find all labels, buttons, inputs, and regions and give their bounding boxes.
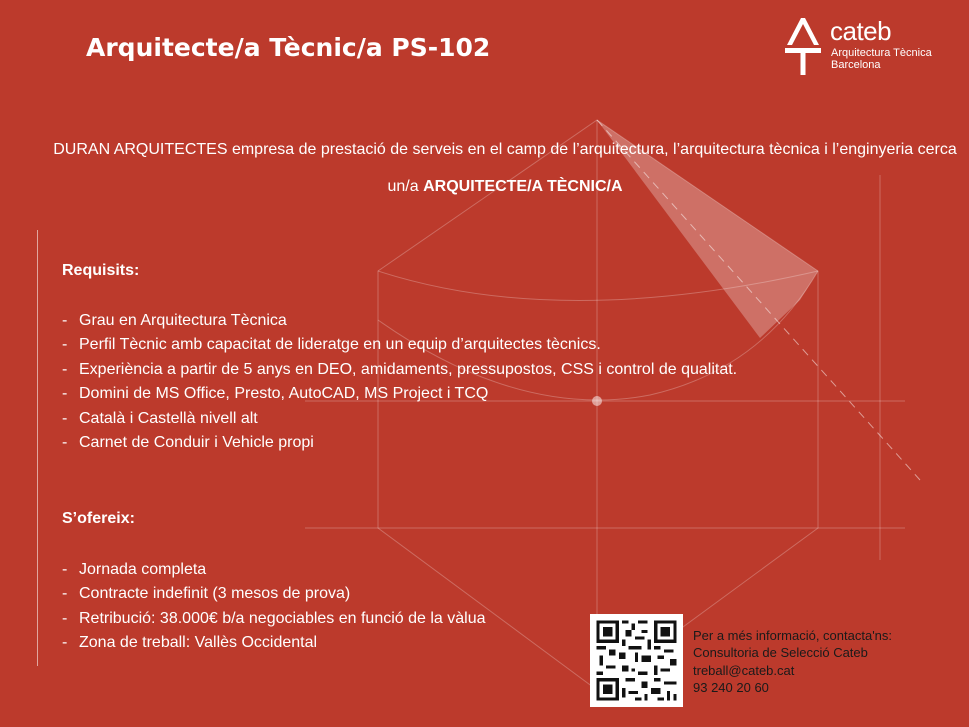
qr-code-icon (590, 614, 683, 707)
requirements-title: Requisits: (62, 262, 140, 279)
list-item: - Grau en Arquitectura Tècnica (62, 312, 287, 329)
cateb-logo (785, 18, 955, 78)
logo-name: cateb (830, 16, 892, 46)
intro-text: DURAN ARQUITECTES empresa de prestació de serveis en el camp de l’arquitectura, l’arquitectura tècnica i l’enginyeria cerca un/a (53, 141, 957, 195)
list-item: - Zona de treball: Vallès Occidental (62, 634, 318, 652)
list-item: - Domini de MS Office, Presto, AutoCAD, MS Project i TCQ (62, 385, 489, 403)
list-item: - Retribució: 38.000€ b/a negociables en funció de la vàlua (62, 609, 486, 627)
requirements-list (62, 309, 737, 455)
offer-list (62, 558, 486, 656)
list-item: - Contracte indefinit (3 mesos de prova) (62, 585, 351, 603)
contact-line2: Consultoria de Selecció Cateb (693, 645, 868, 661)
page-title: Arquitecte/a Tècnic/a PS-102 (86, 33, 491, 62)
list-item: - Català i Castellà nivell alt (62, 409, 258, 427)
list-item: - Carnet de Conduir i Vehicle propi (62, 434, 314, 452)
at-logo-icon (785, 18, 821, 76)
qr-code[interactable] (590, 614, 683, 707)
contact-info (693, 627, 892, 696)
intro-paragraph (40, 131, 969, 205)
logo-subtitle-line1: Arquitectura Tècnica (831, 47, 932, 59)
contact-email[interactable]: treball@cateb.cat (693, 662, 795, 678)
list-item: - Jornada completa (62, 561, 207, 578)
logo-subtitle-line2: Barcelona (831, 59, 881, 71)
contact-line1: Per a més informació, contacta'ns: (693, 628, 893, 643)
side-divider (37, 230, 38, 666)
list-item: - Perfil Tècnic amb capacitat de lideratge en un equip d’arquitectes tècnics. (62, 336, 601, 354)
offer-title: S’ofereix: (62, 510, 135, 527)
intro-highlight: ARQUITECTE/A TÈCNIC/A (423, 178, 623, 195)
list-item: - Experiència a partir de 5 anys en DEO, amidaments, pressupostos, CSS i control de qualitat. (62, 360, 738, 378)
contact-phone[interactable]: 93 240 20 60 (693, 679, 769, 695)
